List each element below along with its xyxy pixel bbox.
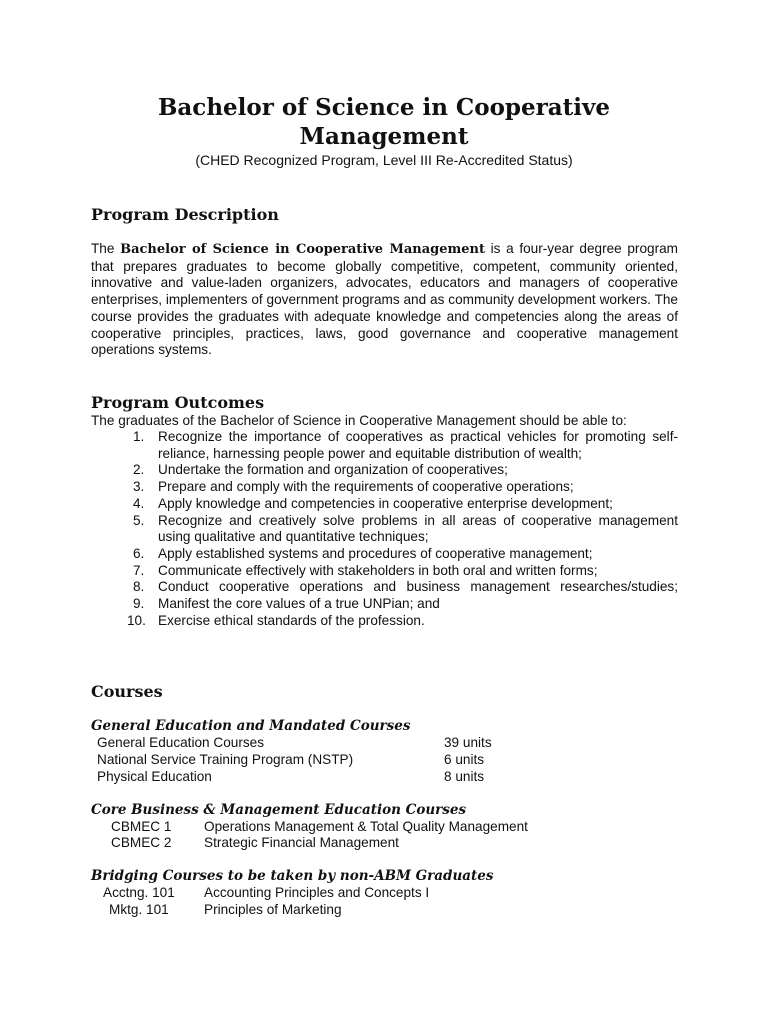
course-code: CBMEC 1 <box>111 819 172 834</box>
program-description-text <box>91 241 678 359</box>
gen-ed-row <box>91 752 678 769</box>
outcome-number: 10. <box>127 612 146 628</box>
gen-ed-row <box>91 735 678 752</box>
outcome-text: Apply established systems and procedures of cooperative management; <box>158 545 593 561</box>
outcomes-intro: The graduates of the Bachelor of Science in Cooperative Management should be able to: <box>91 413 627 428</box>
course-title: Principles of Marketing <box>204 902 342 917</box>
outcomes-list <box>91 429 678 629</box>
outcome-number: 5. <box>133 512 145 528</box>
outcome-item <box>91 613 678 630</box>
outcome-text: Manifest the core values of a true UNPian; and <box>158 596 440 612</box>
outcome-text: Communicate effectively with stakeholders in both oral and written forms; <box>158 562 598 578</box>
course-title: Operations Management & Total Quality Management <box>204 819 528 834</box>
outcome-item <box>91 429 678 462</box>
page-subtitle: (CHED Recognized Program, Level III Re-Accredited Status) <box>195 152 573 168</box>
title-line-1: Bachelor of Science in Cooperative <box>157 94 611 121</box>
outcome-text: Apply knowledge and competencies in cooperative enterprise development; <box>158 495 613 511</box>
outcome-number: 7. <box>133 562 145 578</box>
core-course-row <box>91 819 678 836</box>
course-units: 6 units <box>444 752 485 767</box>
title-line-2: Management <box>299 123 469 150</box>
core-course-row <box>91 835 678 852</box>
outcome-item <box>91 546 678 563</box>
outcome-item <box>91 579 678 596</box>
bridging-courses-heading: Bridging Courses to be taken by non-ABM Graduates <box>91 868 494 884</box>
course-code: CBMEC 2 <box>111 835 172 850</box>
outcome-number: 8. <box>133 579 145 595</box>
course-units: 39 units <box>444 735 492 750</box>
courses-heading: Courses <box>91 682 163 701</box>
outcome-text: Exercise ethical standards of the profession. <box>158 612 425 628</box>
outcome-text: Undertake the formation and organization of cooperatives; <box>158 462 508 478</box>
core-courses-heading: Core Business & Management Education Courses <box>91 802 467 818</box>
gen-ed-row <box>91 769 678 786</box>
course-name: General Education Courses <box>97 735 264 750</box>
gen-ed-heading: General Education and Mandated Courses <box>91 718 411 734</box>
outcome-item <box>91 596 678 613</box>
page-title <box>0 93 768 151</box>
description-post: is a four-year degree program that prepares graduates to become globally competitive, competent, community oriented, innovative and value-laden organizers, advocates, educators and managers of cooperative enterprises, implementers of government programs and as community development workers. The course provides the graduates with adequate knowledge and competencies along the areas of cooperative principles, practices, laws, good governance and cooperative management operations systems. <box>91 241 678 358</box>
bridging-course-row <box>91 885 678 902</box>
outcome-item <box>91 479 678 496</box>
outcome-number: 6. <box>133 545 145 561</box>
course-title: Strategic Financial Management <box>204 835 399 850</box>
description-pre: The <box>91 241 121 256</box>
outcome-item <box>91 462 678 479</box>
description-program-name: Bachelor of Science in Cooperative Management <box>120 242 486 257</box>
course-name: National Service Training Program (NSTP) <box>97 752 354 767</box>
course-code: Acctng. 101 <box>103 885 175 900</box>
outcome-number: 3. <box>133 479 145 495</box>
outcome-item <box>91 496 678 513</box>
course-title: Accounting Principles and Concepts I <box>204 885 430 900</box>
program-outcomes-heading: Program Outcomes <box>91 393 265 412</box>
program-description-heading: Program Description <box>91 205 279 224</box>
bridging-course-row <box>91 902 678 919</box>
outcome-number: 1. <box>133 429 145 444</box>
outcome-number: 9. <box>133 596 145 612</box>
outcome-text: Conduct cooperative operations and business management researches/studies; <box>158 579 678 595</box>
course-units: 8 units <box>444 769 485 784</box>
outcome-text: Recognize the importance of cooperatives as practical vehicles for promoting self-reliance, harnessing people power and equitable distribution of wealth; <box>158 429 678 461</box>
outcome-text: Recognize and creatively solve problems in all areas of cooperative management using qualitative and quantitative techniques; <box>158 512 678 545</box>
outcome-number: 4. <box>133 495 145 511</box>
course-name: Physical Education <box>97 769 212 784</box>
outcome-number: 2. <box>133 462 145 478</box>
outcome-item <box>91 563 678 580</box>
outcome-text: Prepare and comply with the requirements of cooperative operations; <box>158 479 574 495</box>
course-code: Mktg. 101 <box>109 902 169 917</box>
outcome-item <box>91 513 678 546</box>
